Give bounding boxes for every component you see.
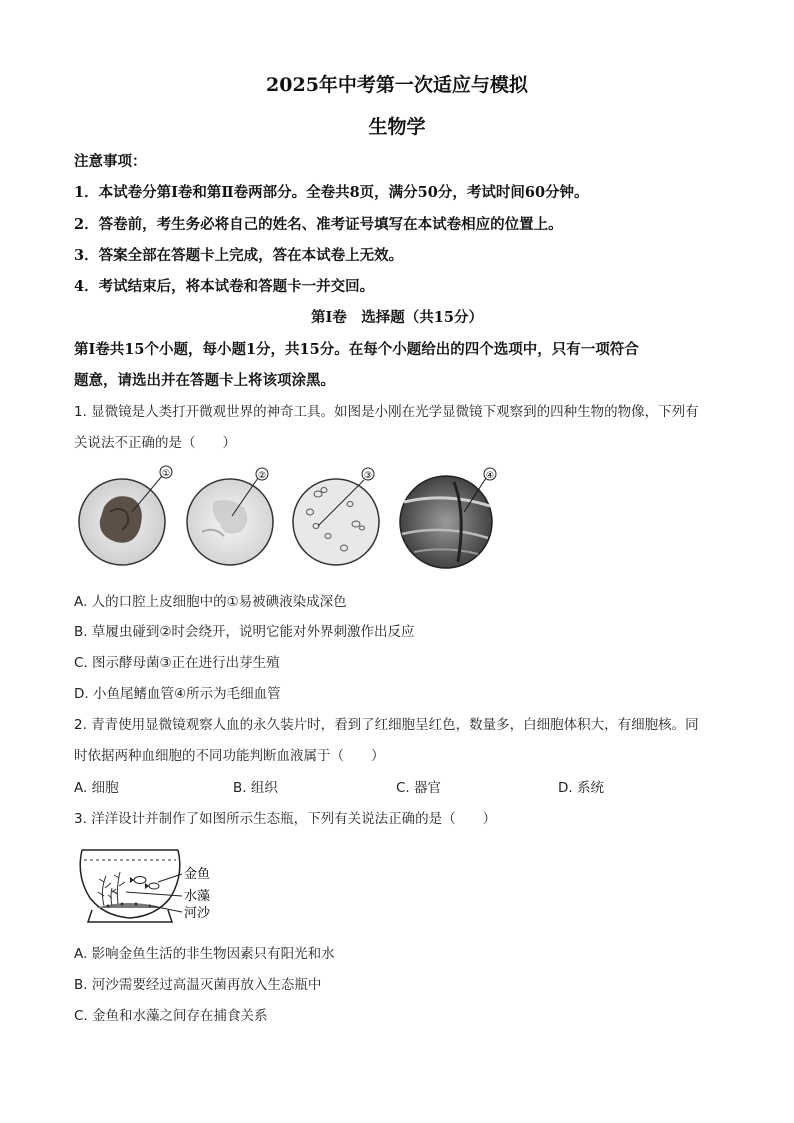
seaweed xyxy=(98,872,125,906)
q1-stem: 关说法不正确的是（ ） xyxy=(74,435,236,451)
q3-eco-bottle-figure xyxy=(74,836,224,928)
exam-title: 2025年中考第一次适应与模拟 xyxy=(266,74,528,96)
notice-item: 2．答卷前，考生务必将自己的姓名、准考证号填写在本试卷相应的位置上。 xyxy=(74,216,563,233)
figure-label-2: ② xyxy=(257,471,267,481)
section-title: 第Ⅰ卷 选择题（共15分） xyxy=(311,309,483,326)
q1-stem: 1. 显微镜是人类打开微观世界的神奇工具。如图是小刚在光学显微镜下观察到的四种生物的物像，下列有 xyxy=(74,404,699,420)
q2-option-a: A. 细胞 xyxy=(74,780,119,796)
section-instruction: 题意，请选出并在答题卡上将该项涂黑。 xyxy=(74,372,335,389)
specimen-3-view xyxy=(293,468,379,565)
q3-option-c: C. 金鱼和水藻之间存在捕食关系 xyxy=(74,1008,268,1024)
q1-microscope-figure xyxy=(74,462,514,582)
notice-item: 1．本试卷分第Ⅰ卷和第Ⅱ卷两部分。全卷共8页，满分50分，考试时间60分钟。 xyxy=(74,184,589,201)
q3-option-b: B. 河沙需要经过高温灭菌再放入生态瓶中 xyxy=(74,977,322,993)
q2-stem: 2. 青青使用显微镜观察人血的永久装片时，看到了红细胞呈红色，数量多，白细胞体积大，有细胞核。同 xyxy=(74,717,699,733)
notice-item: 3．答案全部在答题卡上完成，答在本试卷上无效。 xyxy=(74,247,404,264)
q2-option-d: D. 系统 xyxy=(558,780,604,796)
q2-option-c: C. 器官 xyxy=(396,780,442,796)
section-instruction: 第Ⅰ卷共15个小题，每小题1分，共15分。在每个小题给出的四个选项中，只有一项符合 xyxy=(74,341,639,358)
notice-item: 4．考试结束后，将本试卷和答题卡一并交回。 xyxy=(74,278,375,295)
q1-option-a: A. 人的口腔上皮细胞中的①易被碘液染成深色 xyxy=(74,594,347,610)
q1-option-b: B. 草履虫碰到②时会绕开，说明它能对外界刺激作出反应 xyxy=(74,624,415,640)
label-seaweed: 水藻 xyxy=(184,889,211,904)
q2-option-b: B. 组织 xyxy=(233,780,278,796)
figure-label-1: ① xyxy=(161,469,171,479)
goldfish xyxy=(130,877,159,890)
q2-stem: 时依据两种血细胞的不同功能判断血液属于（ ） xyxy=(74,748,385,764)
figure-label-4: ④ xyxy=(485,471,495,481)
notice-heading: 注意事项： xyxy=(74,153,147,170)
sand xyxy=(96,903,164,908)
bottle-base xyxy=(88,910,172,922)
label-sand: 河沙 xyxy=(184,906,211,921)
specimen-1-view xyxy=(79,466,172,565)
q3-stem: 3. 洋洋设计并制作了如图所示生态瓶，下列有关说法正确的是（ ） xyxy=(74,811,497,827)
exam-subject: 生物学 xyxy=(368,116,426,138)
q1-option-d: D. 小鱼尾鳍血管④所示为毛细血管 xyxy=(74,686,281,702)
label-goldfish: 金鱼 xyxy=(184,867,211,882)
specimen-4-view xyxy=(400,468,496,568)
figure-label-3: ③ xyxy=(363,471,373,481)
q1-option-c: C. 图示酵母菌③正在进行出芽生殖 xyxy=(74,655,280,671)
specimen-2-view xyxy=(187,468,273,565)
q3-option-a: A. 影响金鱼生活的非生物因素只有阳光和水 xyxy=(74,946,335,962)
